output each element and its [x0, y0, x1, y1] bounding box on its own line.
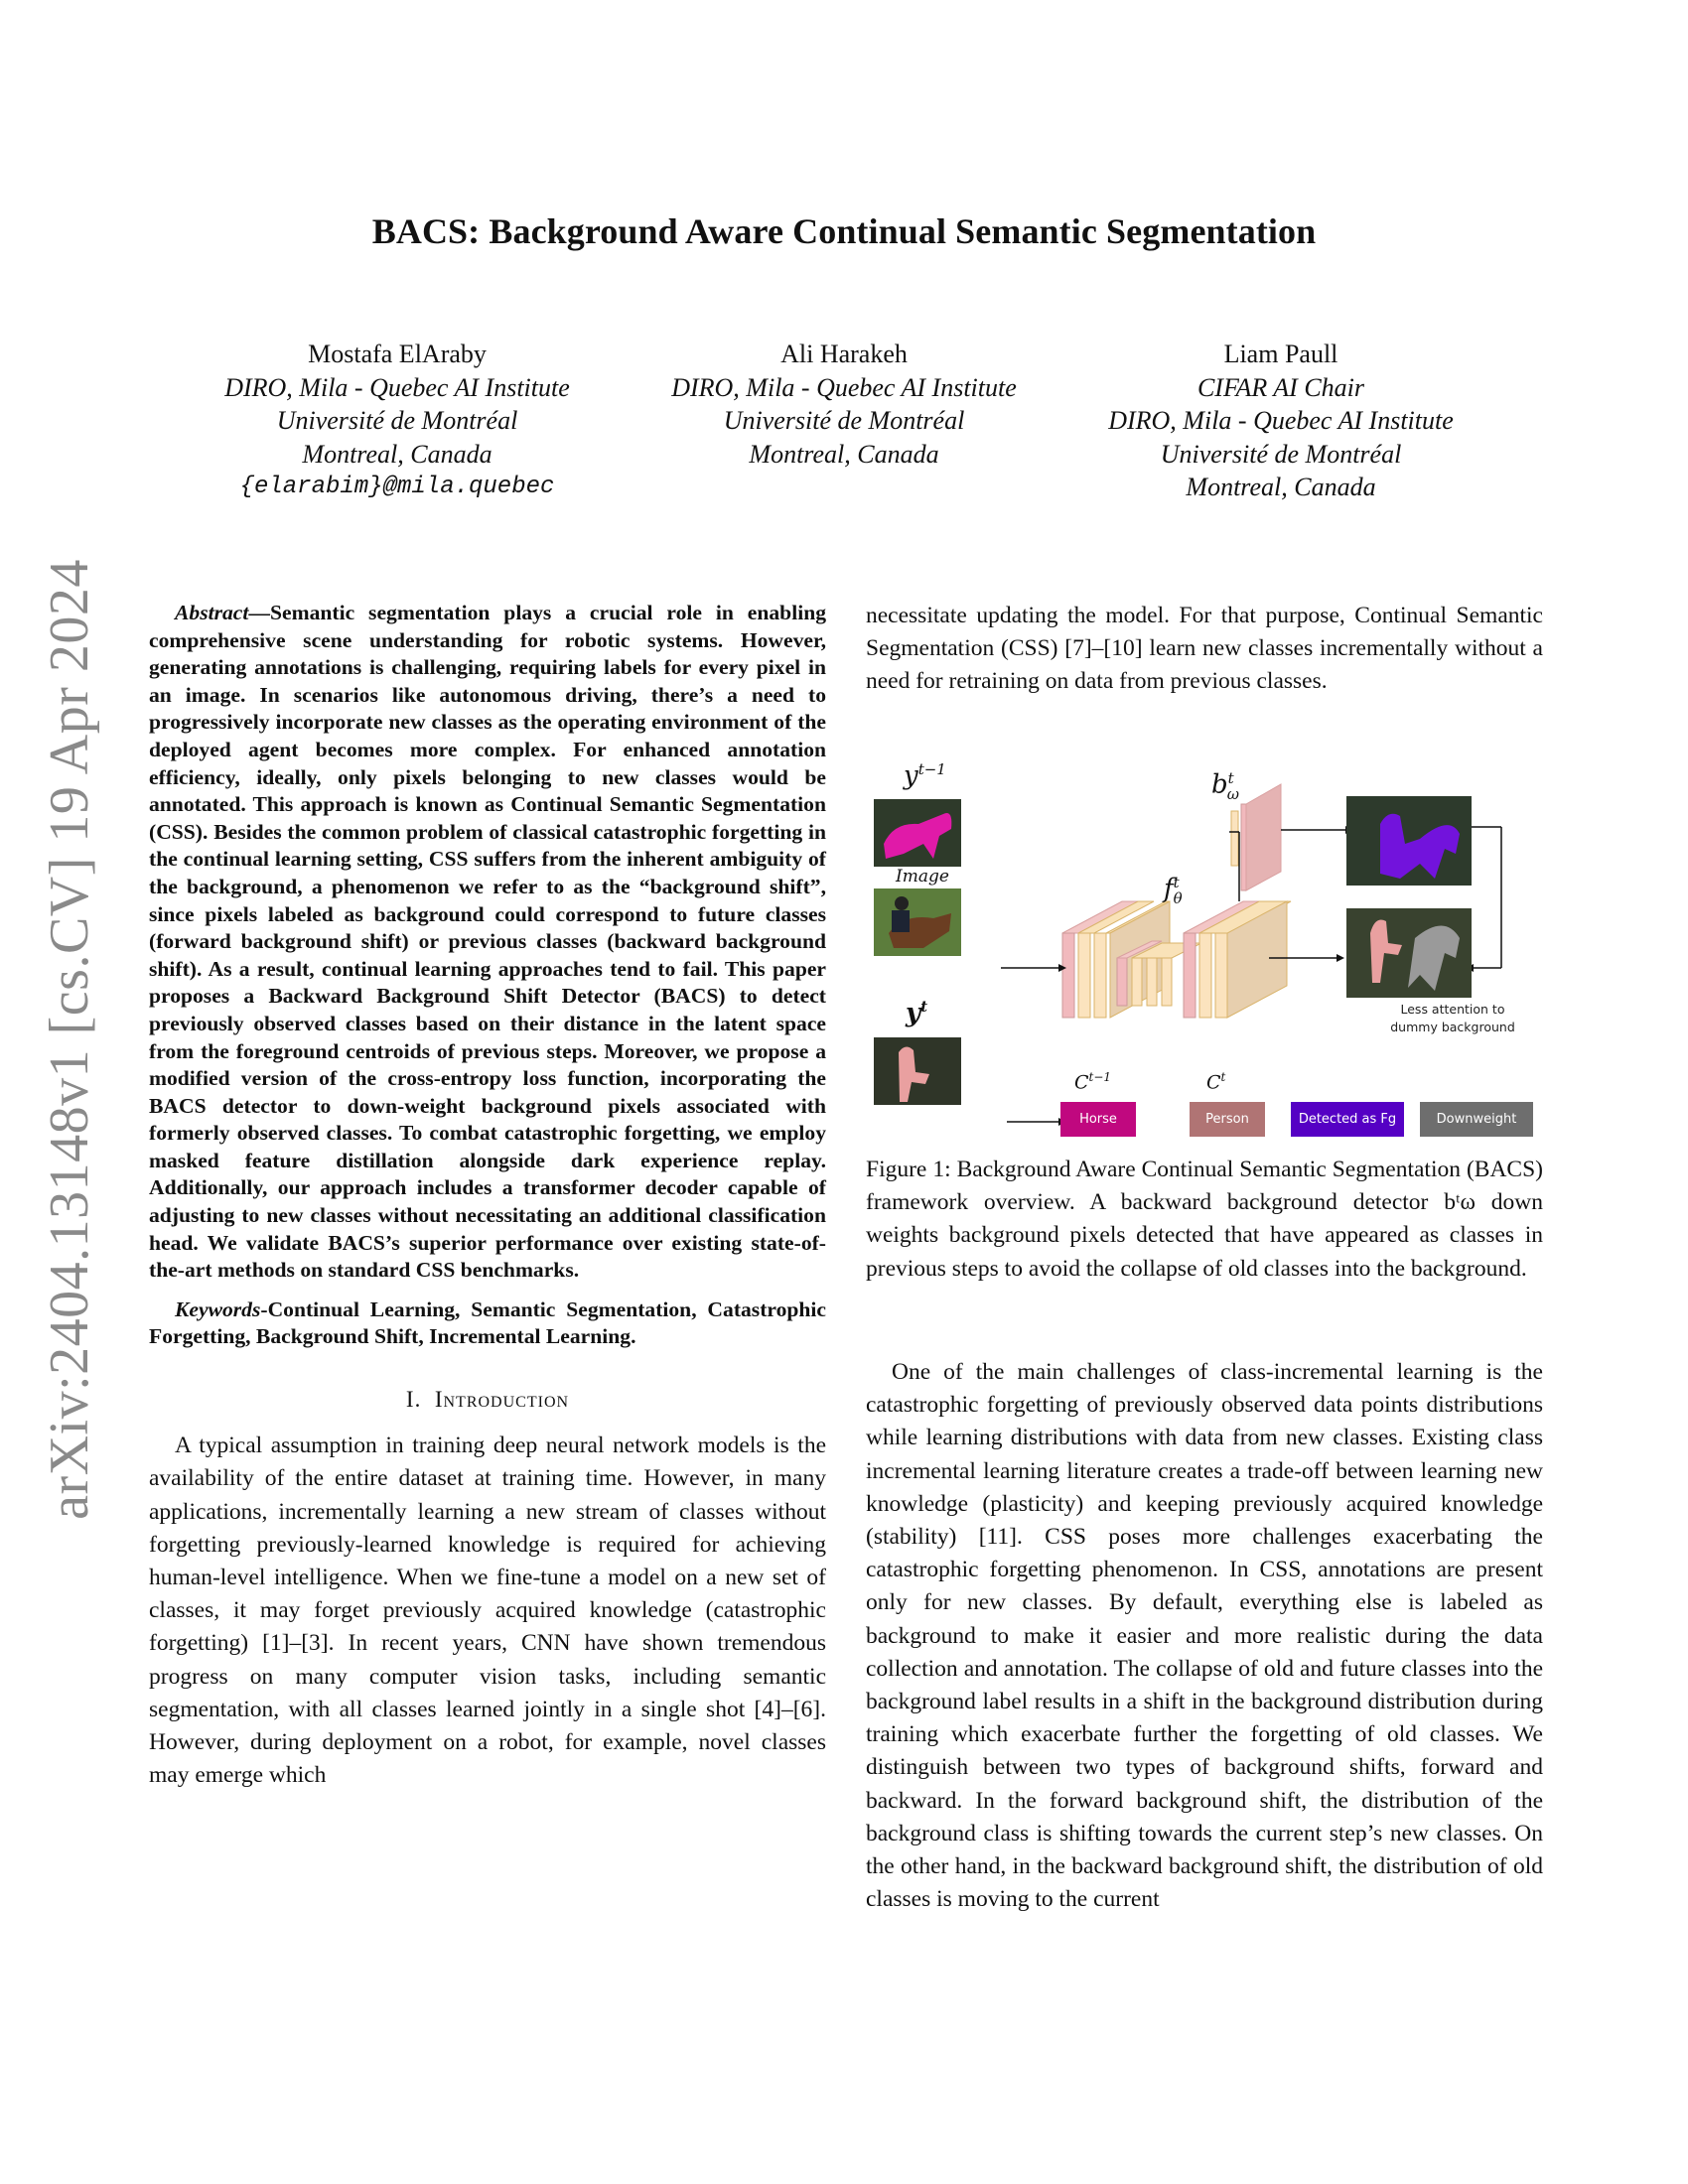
keywords-label: Keywords: [175, 1297, 261, 1321]
author-affiliation: Montreal, Canada: [302, 439, 492, 469]
keywords: [149, 1297, 826, 1351]
right-column-top: [866, 600, 1543, 699]
right-column-body: [866, 1356, 1543, 1916]
author-affiliation: DIRO, Mila - Quebec AI Institute: [671, 372, 1017, 402]
intro-paragraph: A typical assumption in training deep neural network models is the availability of the entire dataset at training time. However, in many applications, incrementally learning a new stream of classes without forgetting previously-learned knowledge is required for achieving human-level intelligence. When we fine-tune a model on a new set of classes, it may forget previously acquired knowledge (catastrophic forgetting) [1]–[3]. In recent years, CNN have shown tremendous progress on many computer vision tasks, including semantic segmentation, with all classes learned jointly in a single shot [4]–[6]. However, during deployment on a robot, for example, novel classes may emerge which: [149, 1433, 826, 1789]
author-affiliation: DIRO, Mila - Quebec AI Institute: [224, 372, 570, 402]
author-affiliation: Montreal, Canada: [749, 439, 939, 469]
continued-paragraph: necessitate updating the model. For that purpose, Continual Semantic Segmentation (CSS) [7]–[10] learn new classes incrementally without a need for retraining on data from previous classes.: [866, 603, 1543, 695]
label-y-current: $y^t$: [906, 998, 928, 1028]
section-heading-introduction: [149, 1383, 826, 1416]
author-name: Mostafa ElAraby: [308, 340, 487, 368]
label-f-theta: $f^t_\theta$: [1164, 874, 1183, 907]
section-number: I.: [405, 1387, 422, 1413]
left-column: [149, 600, 826, 1792]
abstract-text: —Semantic segmentation plays a crucial role in enabling comprehensive scene understanding for robotic systems. However, generating annotations is challenging, requiring labels for every pixel in an image. In scenarios like autonomous driving, there’s a need to progressively incorporate new classes as the operating environment of the deployed agent becomes more complex. For enhanced annotation efficiency, ideally, only pixels belonging to new classes would be annotated. This approach is known as Continual Semantic Segmentation (CSS). Besides the common problem of classical catastrophic forgetting in the continual learning setting, CSS suffers from the inherent ambiguity of the background, a phenomenon we refer to as the “background shift”, since pixels labeled as background could correspond to future classes (forward background shift) or previous classes (backward background shift). As a result, continual learning approaches tend to fail. This paper proposes a Backward Background Shift Detector (BACS) to detect previously observed classes based on their distance in the latent space from the foreground centroids of previous steps. Moreover, we propose a modified version of the cross-entropy loss function, incorporating the BACS detector to down-weight background pixels associated with formerly observed classes. To combat catastrophic forgetting, we employ masked feature distillation alongside dark experience replay. Additionally, our approach includes a transformer decoder capable of adjusting to new classes without necessitating an additional classification head. We validate BACS’s superior performance over existing state-of-the-art methods on standard CSS benchmarks.: [149, 601, 826, 1283]
legend-detected-as-fg: Detected as Fg: [1291, 1102, 1404, 1137]
author-block-2: [645, 338, 1043, 471]
keywords-text: -Continual Learning, Semantic Segmentation, Catastrophic Forgetting, Background Shift, Incremental Learning.: [149, 1297, 826, 1349]
author-affiliation: CIFAR AI Chair: [1196, 372, 1365, 402]
label-y-previous: $y^{t-1}$: [904, 760, 946, 791]
author-email[interactable]: {elarabim}@mila.quebec: [239, 474, 555, 500]
abstract: [149, 600, 826, 1285]
legend-horse: Horse: [1060, 1102, 1136, 1137]
figure-1-diagram: [864, 754, 1545, 1147]
network-diagram-graphic: [864, 754, 1545, 1147]
note-less-attention: Less attention to dummy background: [1390, 1002, 1515, 1034]
abstract-label: Abstract: [175, 601, 249, 624]
author-block-3: [1082, 338, 1479, 504]
author-affiliation: Université de Montréal: [1160, 439, 1402, 469]
label-c-current: $C^t$: [1206, 1070, 1226, 1094]
label-c-previous: $C^{t-1}$: [1074, 1070, 1112, 1094]
author-block-1: [199, 338, 596, 504]
arxiv-identifier-stamp: arXiv:2404.13148v1 [cs.CV] 19 Apr 2024: [39, 559, 100, 1520]
figure-1-caption: Figure 1: Background Aware Continual Semantic Segmentation (BACS) framework overview. A backward background detector bᵗω down weights background pixels detected that have appeared as classes in previous steps to avoid the collapse of old classes into the background.: [866, 1157, 1543, 1282]
author-affiliation: Université de Montréal: [276, 406, 518, 435]
label-b-omega: $b^t_\omega$: [1211, 769, 1239, 803]
label-image: Image: [896, 867, 949, 887]
author-name: Liam Paull: [1223, 340, 1338, 368]
paper-title: BACS: Background Aware Continual Semantic Segmentation: [371, 211, 1317, 251]
author-name: Ali Harakeh: [780, 340, 908, 368]
author-affiliation: DIRO, Mila - Quebec AI Institute: [1108, 406, 1454, 435]
section-title: Introduction: [434, 1387, 570, 1413]
author-affiliation: Montreal, Canada: [1186, 473, 1376, 501]
body-paragraph: One of the main challenges of class-incremental learning is the catastrophic forgetting of previously observed data points distributions while learning distributions with data from new classes. Existing class incremental learning literature creates a trade-off between learning new knowledge (plasticity) and keeping previously acquired knowledge (stability) [11]. CSS poses more challenges exacerbating the catastrophic forgetting phenomenon. In CSS, annotations are present only for new classes. By default, everything else is labeled as background to make it easier and more realistic during the data collection and annotation. The collapse of old and future classes into the background label results in a shift in the background distribution during training which exacerbate further the forgetting of old classes. We distinguish between two types of background shifts, forward and backward. In the forward background shift, the distribution of the background class is shifting towards the current step’s new classes. On the other hand, in the backward background shift, the distribution of old classes is moving to the current: [866, 1359, 1543, 1913]
legend-downweight: Downweight: [1420, 1102, 1533, 1137]
legend-person: Person: [1190, 1102, 1265, 1137]
author-affiliation: Université de Montréal: [723, 406, 965, 435]
